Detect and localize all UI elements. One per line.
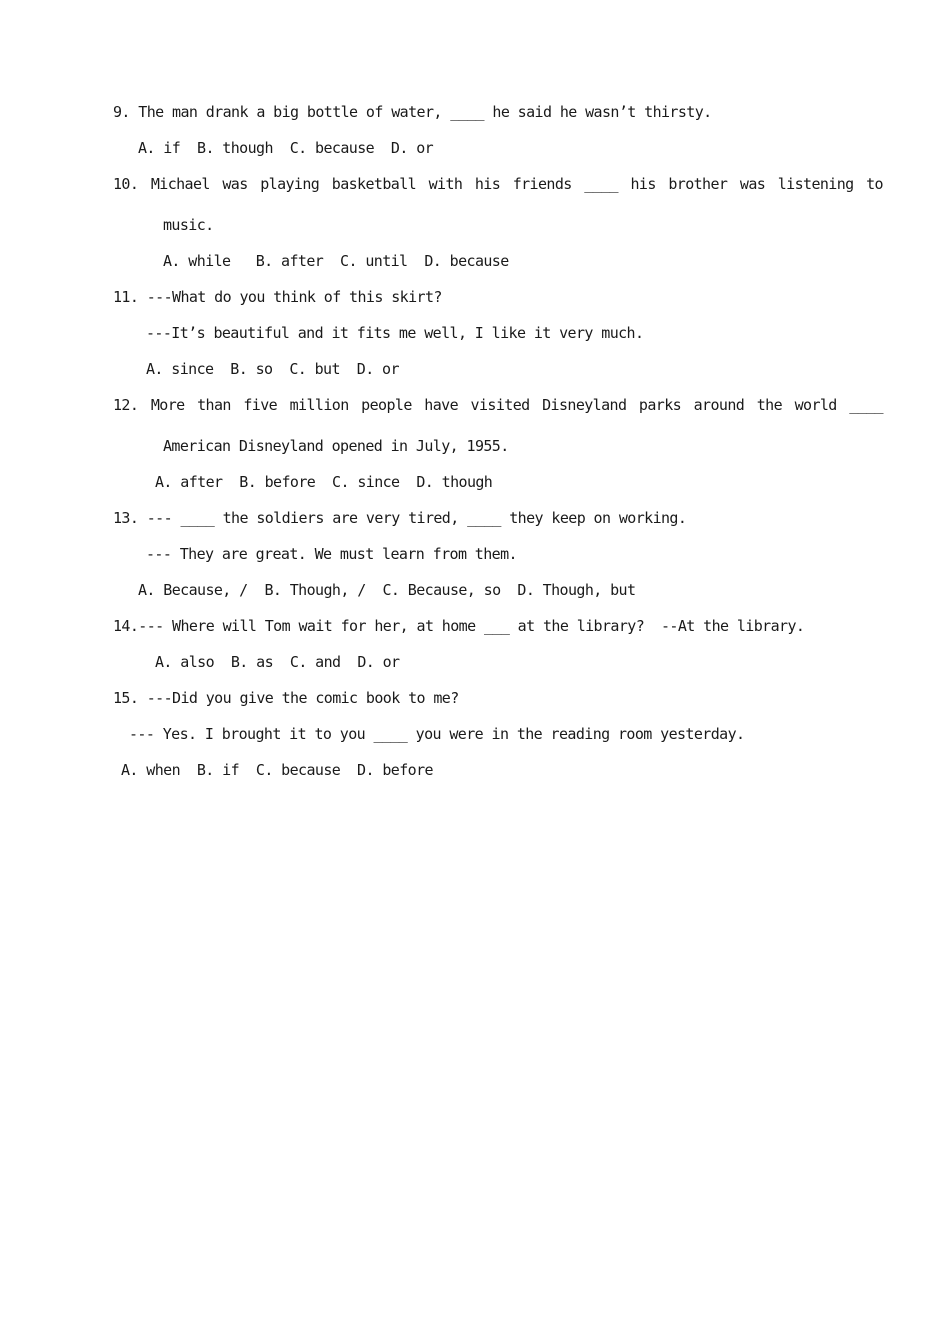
- question-11-line1: 11. ---What do you think of this skirt?: [113, 288, 442, 306]
- question-15-options: A. when B. if C. because D. before: [121, 761, 433, 779]
- question-13-options: A. Because, / B. Though, / C. Because, so D. Though, but: [138, 581, 636, 599]
- question-14-options: A. also B. as C. and D. or: [155, 653, 400, 671]
- question-12-stem-line1: 12. More than five million people have visited Disneyland parks around the world ____: [113, 396, 883, 414]
- question-10-options: A. while B. after C. until D. because: [163, 252, 509, 270]
- question-10-stem-line2: music.: [163, 216, 214, 234]
- question-15-line2: --- Yes. I brought it to you ____ you were in the reading room yesterday.: [129, 725, 745, 743]
- question-9-stem: 9. The man drank a big bottle of water, ____ he said he wasn’t thirsty.: [113, 103, 712, 121]
- question-14-stem: 14.--- Where will Tom wait for her, at home ___ at the library? --At the library.: [113, 617, 805, 635]
- question-11-options: A. since B. so C. but D. or: [146, 360, 399, 378]
- question-13-line1: 13. --- ____ the soldiers are very tired, ____ they keep on working.: [113, 509, 687, 527]
- question-12-stem-line2: American Disneyland opened in July, 1955.: [163, 437, 509, 455]
- question-9-options: A. if B. though C. because D. or: [138, 139, 434, 157]
- question-11-line2: ---It’s beautiful and it fits me well, I like it very much.: [146, 324, 644, 342]
- question-12-options: A. after B. before C. since D. though: [155, 473, 493, 491]
- question-13-line2: --- They are great. We must learn from them.: [146, 545, 517, 563]
- question-10-stem-line1: 10. Michael was playing basketball with his friends ____ his brother was listening to: [113, 175, 883, 193]
- question-15-line1: 15. ---Did you give the comic book to me?: [113, 689, 459, 707]
